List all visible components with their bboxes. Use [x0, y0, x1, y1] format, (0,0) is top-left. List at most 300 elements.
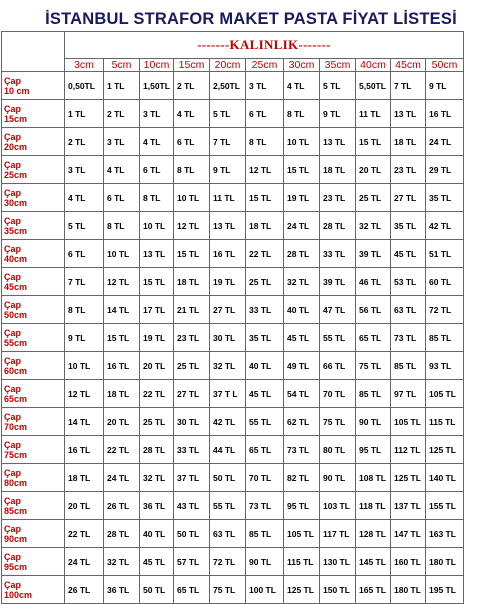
diameter-cell — [2, 240, 65, 268]
price-cell: 47 TL — [320, 296, 356, 324]
price-cell: 35 TL — [391, 212, 426, 240]
price-cell: 22 TL — [246, 240, 284, 268]
diameter-label: 40cm — [4, 254, 28, 264]
diameter-cell — [2, 352, 65, 380]
price-cell: 195 TL — [426, 576, 464, 604]
price-cell: 18 TL — [174, 268, 210, 296]
price-cell: 85 TL — [426, 324, 464, 352]
price-cell: 73 TL — [391, 324, 426, 352]
price-cell: 54 TL — [284, 380, 320, 408]
price-cell: 25 TL — [246, 268, 284, 296]
price-cell: 85 TL — [246, 520, 284, 548]
diameter-cell — [2, 128, 65, 156]
thickness-header: 40cm — [356, 59, 391, 72]
cap-label: Çap — [4, 272, 22, 282]
price-cell: 10 TL — [174, 184, 210, 212]
price-cell: 90 TL — [356, 408, 391, 436]
price-cell: 125 TL — [391, 464, 426, 492]
price-cell: 63 TL — [391, 296, 426, 324]
price-cell: 33 TL — [246, 296, 284, 324]
diameter-label: 80cm — [4, 478, 28, 488]
price-cell: 65 TL — [174, 576, 210, 604]
price-cell: 16 TL — [104, 352, 140, 380]
price-cell: 95 TL — [356, 436, 391, 464]
price-cell: 6 TL — [104, 184, 140, 212]
price-cell: 8 TL — [246, 128, 284, 156]
price-cell: 70 TL — [246, 464, 284, 492]
diameter-label: 45cm — [4, 282, 28, 292]
price-cell: 45 TL — [246, 380, 284, 408]
diameter-label: 55cm — [4, 338, 28, 348]
diameter-cell — [2, 184, 65, 212]
price-cell: 32 TL — [284, 268, 320, 296]
price-cell: 23 TL — [391, 156, 426, 184]
table-row — [2, 212, 464, 240]
price-cell: 155 TL — [426, 492, 464, 520]
diameter-label: 85cm — [4, 506, 28, 516]
price-cell: 105 TL — [284, 520, 320, 548]
price-cell: 2 TL — [174, 72, 210, 100]
price-cell: 4 TL — [65, 184, 104, 212]
diameter-label: 60cm — [4, 366, 28, 376]
thickness-header: 35cm — [320, 59, 356, 72]
price-cell: 32 TL — [210, 352, 246, 380]
price-cell: 128 TL — [356, 520, 391, 548]
price-cell: 160 TL — [391, 548, 426, 576]
price-cell: 28 TL — [320, 212, 356, 240]
diameter-cell — [2, 156, 65, 184]
price-table — [1, 31, 464, 604]
price-cell: 65 TL — [246, 436, 284, 464]
price-cell: 2 TL — [65, 128, 104, 156]
diameter-cell — [2, 324, 65, 352]
price-cell: 9 TL — [210, 156, 246, 184]
diameter-cell — [2, 576, 65, 604]
price-cell: 18 TL — [391, 128, 426, 156]
price-cell: 16 TL — [426, 100, 464, 128]
price-cell: 100 TL — [246, 576, 284, 604]
cap-label: Çap — [4, 76, 22, 86]
thickness-header: 30cm — [284, 59, 320, 72]
price-cell: 50 TL — [140, 576, 174, 604]
price-cell: 13 TL — [210, 212, 246, 240]
diameter-label: 20cm — [4, 142, 28, 152]
price-cell: 9 TL — [65, 324, 104, 352]
price-cell: 37 TL — [174, 464, 210, 492]
price-cell: 40 TL — [284, 296, 320, 324]
price-cell: 112 TL — [391, 436, 426, 464]
price-cell: 1 TL — [65, 100, 104, 128]
cap-label: Çap — [4, 552, 22, 562]
price-cell: 45 TL — [140, 548, 174, 576]
price-cell: 24 TL — [65, 548, 104, 576]
price-cell: 20 TL — [104, 408, 140, 436]
diameter-cell — [2, 436, 65, 464]
price-cell: 180 TL — [426, 548, 464, 576]
cap-label: Çap — [4, 468, 22, 478]
diameter-label: 70cm — [4, 422, 28, 432]
table-row — [2, 352, 464, 380]
price-cell: 17 TL — [140, 296, 174, 324]
price-cell: 115 TL — [284, 548, 320, 576]
price-cell: 42 TL — [210, 408, 246, 436]
price-cell: 93 TL — [426, 352, 464, 380]
diameter-cell — [2, 296, 65, 324]
table-row — [2, 156, 464, 184]
price-cell: 130 TL — [320, 548, 356, 576]
cap-label: Çap — [4, 188, 22, 198]
price-cell: 21 TL — [174, 296, 210, 324]
price-cell: 10 TL — [284, 128, 320, 156]
price-cell: 13 TL — [391, 100, 426, 128]
table-row — [2, 72, 464, 100]
price-cell: 15 TL — [284, 156, 320, 184]
diameter-label: 100cm — [4, 590, 33, 600]
price-cell: 85 TL — [391, 352, 426, 380]
price-cell: 18 TL — [104, 380, 140, 408]
price-cell: 33 TL — [174, 436, 210, 464]
table-row — [2, 324, 464, 352]
price-cell: 32 TL — [104, 548, 140, 576]
kalinlik-label: -------KALINLIK------- — [65, 32, 464, 59]
price-cell: 8 TL — [104, 212, 140, 240]
thickness-header: 10cm — [140, 59, 174, 72]
diameter-cell — [2, 100, 65, 128]
price-cell: 65 TL — [356, 324, 391, 352]
price-cell: 33 TL — [320, 240, 356, 268]
diameter-label: 25cm — [4, 170, 28, 180]
price-cell: 6 TL — [174, 128, 210, 156]
thickness-header: 3cm — [65, 59, 104, 72]
price-cell: 14 TL — [65, 408, 104, 436]
diameter-cell — [2, 492, 65, 520]
price-cell: 15 TL — [140, 268, 174, 296]
table-row — [2, 520, 464, 548]
table-row — [2, 548, 464, 576]
price-cell: 5 TL — [210, 100, 246, 128]
price-cell: 20 TL — [65, 492, 104, 520]
price-cell: 72 TL — [426, 296, 464, 324]
price-cell: 49 TL — [284, 352, 320, 380]
price-cell: 43 TL — [174, 492, 210, 520]
price-cell: 26 TL — [65, 576, 104, 604]
price-cell: 6 TL — [65, 240, 104, 268]
price-cell: 25 TL — [140, 408, 174, 436]
price-cell: 75 TL — [210, 576, 246, 604]
price-cell: 37 T L — [210, 380, 246, 408]
cap-label: Çap — [4, 328, 22, 338]
price-cell: 117 TL — [320, 520, 356, 548]
price-cell: 3 TL — [140, 100, 174, 128]
cap-label: Çap — [4, 132, 22, 142]
cap-label: Çap — [4, 356, 22, 366]
price-cell: 19 TL — [210, 268, 246, 296]
price-cell: 20 TL — [356, 156, 391, 184]
price-cell: 39 TL — [320, 268, 356, 296]
price-cell: 13 TL — [140, 240, 174, 268]
price-cell: 60 TL — [426, 268, 464, 296]
price-cell: 12 TL — [174, 212, 210, 240]
price-cell: 45 TL — [284, 324, 320, 352]
price-cell: 28 TL — [140, 436, 174, 464]
price-cell: 8 TL — [284, 100, 320, 128]
page-title: İSTANBUL STRAFOR MAKET PASTA FİYAT LİSTESİ — [45, 10, 457, 28]
diameter-cell — [2, 548, 65, 576]
price-cell: 4 TL — [284, 72, 320, 100]
price-cell: 3 TL — [104, 128, 140, 156]
price-cell: 8 TL — [65, 296, 104, 324]
price-cell: 66 TL — [320, 352, 356, 380]
price-cell: 6 TL — [140, 156, 174, 184]
price-cell: 97 TL — [391, 380, 426, 408]
price-cell: 23 TL — [320, 184, 356, 212]
price-cell: 32 TL — [356, 212, 391, 240]
diameter-label: 10 cm — [4, 86, 30, 96]
price-cell: 27 TL — [210, 296, 246, 324]
price-cell: 45 TL — [391, 240, 426, 268]
price-cell: 16 TL — [65, 436, 104, 464]
price-cell: 36 TL — [140, 492, 174, 520]
price-cell: 90 TL — [320, 464, 356, 492]
price-cell: 19 TL — [284, 184, 320, 212]
price-cell: 22 TL — [65, 520, 104, 548]
cap-label: Çap — [4, 384, 22, 394]
price-cell: 12 TL — [65, 380, 104, 408]
diameter-label: 90cm — [4, 534, 28, 544]
price-cell: 125 TL — [284, 576, 320, 604]
cap-label: Çap — [4, 104, 22, 114]
diameter-label: 65cm — [4, 394, 28, 404]
price-cell: 26 TL — [104, 492, 140, 520]
price-cell: 3 TL — [65, 156, 104, 184]
price-cell: 15 TL — [174, 240, 210, 268]
price-cell: 53 TL — [391, 268, 426, 296]
cap-label: Çap — [4, 580, 22, 590]
cap-label: Çap — [4, 216, 22, 226]
price-cell: 36 TL — [104, 576, 140, 604]
price-cell: 13 TL — [320, 128, 356, 156]
cap-label: Çap — [4, 524, 22, 534]
price-cell: 30 TL — [210, 324, 246, 352]
cap-label: Çap — [4, 440, 22, 450]
price-cell: 163 TL — [426, 520, 464, 548]
price-cell: 15 TL — [356, 128, 391, 156]
corner-cell — [2, 32, 65, 72]
price-cell: 80 TL — [320, 436, 356, 464]
price-cell: 28 TL — [284, 240, 320, 268]
price-cell: 12 TL — [246, 156, 284, 184]
price-cell: 6 TL — [246, 100, 284, 128]
price-cell: 10 TL — [104, 240, 140, 268]
diameter-cell — [2, 212, 65, 240]
price-cell: 8 TL — [174, 156, 210, 184]
price-cell: 180 TL — [391, 576, 426, 604]
diameter-label: 95cm — [4, 562, 28, 572]
price-cell: 22 TL — [140, 380, 174, 408]
table-row — [2, 436, 464, 464]
diameter-cell — [2, 268, 65, 296]
cap-label: Çap — [4, 160, 22, 170]
price-cell: 46 TL — [356, 268, 391, 296]
price-cell: 30 TL — [174, 408, 210, 436]
thickness-header: 45cm — [391, 59, 426, 72]
price-cell: 18 TL — [320, 156, 356, 184]
price-cell: 51 TL — [426, 240, 464, 268]
table-row — [2, 408, 464, 436]
price-cell: 50 TL — [210, 464, 246, 492]
price-cell: 29 TL — [426, 156, 464, 184]
price-cell: 103 TL — [320, 492, 356, 520]
price-cell: 10 TL — [65, 352, 104, 380]
price-cell: 7 TL — [65, 268, 104, 296]
diameter-label: 75cm — [4, 450, 28, 460]
diameter-label: 50cm — [4, 310, 28, 320]
thickness-header: 25cm — [246, 59, 284, 72]
price-cell: 25 TL — [356, 184, 391, 212]
diameter-cell — [2, 380, 65, 408]
diameter-cell — [2, 408, 65, 436]
price-cell: 105 TL — [426, 380, 464, 408]
price-cell: 145 TL — [356, 548, 391, 576]
price-cell: 55 TL — [320, 324, 356, 352]
table-row — [2, 464, 464, 492]
kalinlik-row — [2, 32, 464, 59]
table-row — [2, 240, 464, 268]
price-cell: 32 TL — [140, 464, 174, 492]
price-cell: 2 TL — [104, 100, 140, 128]
price-cell: 42 TL — [426, 212, 464, 240]
price-cell: 14 TL — [104, 296, 140, 324]
price-cell: 3 TL — [246, 72, 284, 100]
price-cell: 165 TL — [356, 576, 391, 604]
price-cell: 63 TL — [210, 520, 246, 548]
price-cell: 1,50TL — [140, 72, 174, 100]
table-row — [2, 296, 464, 324]
price-cell: 22 TL — [104, 436, 140, 464]
price-cell: 82 TL — [284, 464, 320, 492]
price-cell: 8 TL — [140, 184, 174, 212]
diameter-label: 30cm — [4, 198, 28, 208]
price-cell: 7 TL — [210, 128, 246, 156]
price-cell: 27 TL — [391, 184, 426, 212]
price-cell: 85 TL — [356, 380, 391, 408]
price-cell: 24 TL — [426, 128, 464, 156]
diameter-cell — [2, 72, 65, 100]
price-cell: 11 TL — [356, 100, 391, 128]
price-cell: 4 TL — [174, 100, 210, 128]
price-cell: 1 TL — [104, 72, 140, 100]
price-cell: 0,50TL — [65, 72, 104, 100]
price-cell: 9 TL — [426, 72, 464, 100]
price-cell: 56 TL — [356, 296, 391, 324]
price-cell: 55 TL — [246, 408, 284, 436]
price-cell: 57 TL — [174, 548, 210, 576]
thickness-header: 5cm — [104, 59, 140, 72]
price-cell: 18 TL — [65, 464, 104, 492]
price-cell: 35 TL — [426, 184, 464, 212]
price-cell: 24 TL — [104, 464, 140, 492]
table-row — [2, 576, 464, 604]
price-cell: 5 TL — [320, 72, 356, 100]
price-cell: 5,50TL — [356, 72, 391, 100]
price-cell: 10 TL — [140, 212, 174, 240]
price-cell: 27 TL — [174, 380, 210, 408]
price-cell: 73 TL — [284, 436, 320, 464]
price-cell: 44 TL — [210, 436, 246, 464]
price-cell: 75 TL — [356, 352, 391, 380]
price-cell: 28 TL — [104, 520, 140, 548]
price-cell: 18 TL — [246, 212, 284, 240]
table-row — [2, 268, 464, 296]
price-cell: 20 TL — [140, 352, 174, 380]
price-cell: 24 TL — [284, 212, 320, 240]
price-cell: 35 TL — [246, 324, 284, 352]
thickness-header: 15cm — [174, 59, 210, 72]
price-cell: 40 TL — [140, 520, 174, 548]
price-cell: 115 TL — [426, 408, 464, 436]
price-cell: 15 TL — [246, 184, 284, 212]
price-cell: 125 TL — [426, 436, 464, 464]
price-cell: 16 TL — [210, 240, 246, 268]
price-cell: 9 TL — [320, 100, 356, 128]
table-row — [2, 184, 464, 212]
price-cell: 39 TL — [356, 240, 391, 268]
price-cell: 137 TL — [391, 492, 426, 520]
price-cell: 23 TL — [174, 324, 210, 352]
cap-label: Çap — [4, 496, 22, 506]
price-cell: 73 TL — [246, 492, 284, 520]
table-row — [2, 492, 464, 520]
thickness-header: 50cm — [426, 59, 464, 72]
price-cell: 7 TL — [391, 72, 426, 100]
thickness-header-row — [2, 59, 464, 72]
price-cell: 50 TL — [174, 520, 210, 548]
price-cell: 2,50TL — [210, 72, 246, 100]
price-cell: 72 TL — [210, 548, 246, 576]
price-cell: 95 TL — [284, 492, 320, 520]
price-cell: 5 TL — [65, 212, 104, 240]
price-cell: 12 TL — [104, 268, 140, 296]
price-cell: 118 TL — [356, 492, 391, 520]
price-cell: 150 TL — [320, 576, 356, 604]
thickness-header: 20cm — [210, 59, 246, 72]
cap-label: Çap — [4, 244, 22, 254]
price-cell: 4 TL — [140, 128, 174, 156]
diameter-label: 15cm — [4, 114, 28, 124]
price-cell: 11 TL — [210, 184, 246, 212]
table-row — [2, 380, 464, 408]
price-cell: 147 TL — [391, 520, 426, 548]
price-cell: 90 TL — [246, 548, 284, 576]
price-cell: 19 TL — [140, 324, 174, 352]
price-cell: 108 TL — [356, 464, 391, 492]
price-cell: 70 TL — [320, 380, 356, 408]
price-cell: 55 TL — [210, 492, 246, 520]
price-cell: 105 TL — [391, 408, 426, 436]
price-cell: 25 TL — [174, 352, 210, 380]
price-cell: 140 TL — [426, 464, 464, 492]
cap-label: Çap — [4, 300, 22, 310]
price-cell: 75 TL — [320, 408, 356, 436]
cap-label: Çap — [4, 412, 22, 422]
table-row — [2, 100, 464, 128]
price-cell: 15 TL — [104, 324, 140, 352]
price-cell: 4 TL — [104, 156, 140, 184]
price-cell: 40 TL — [246, 352, 284, 380]
diameter-cell — [2, 520, 65, 548]
price-cell: 62 TL — [284, 408, 320, 436]
diameter-label: 35cm — [4, 226, 28, 236]
